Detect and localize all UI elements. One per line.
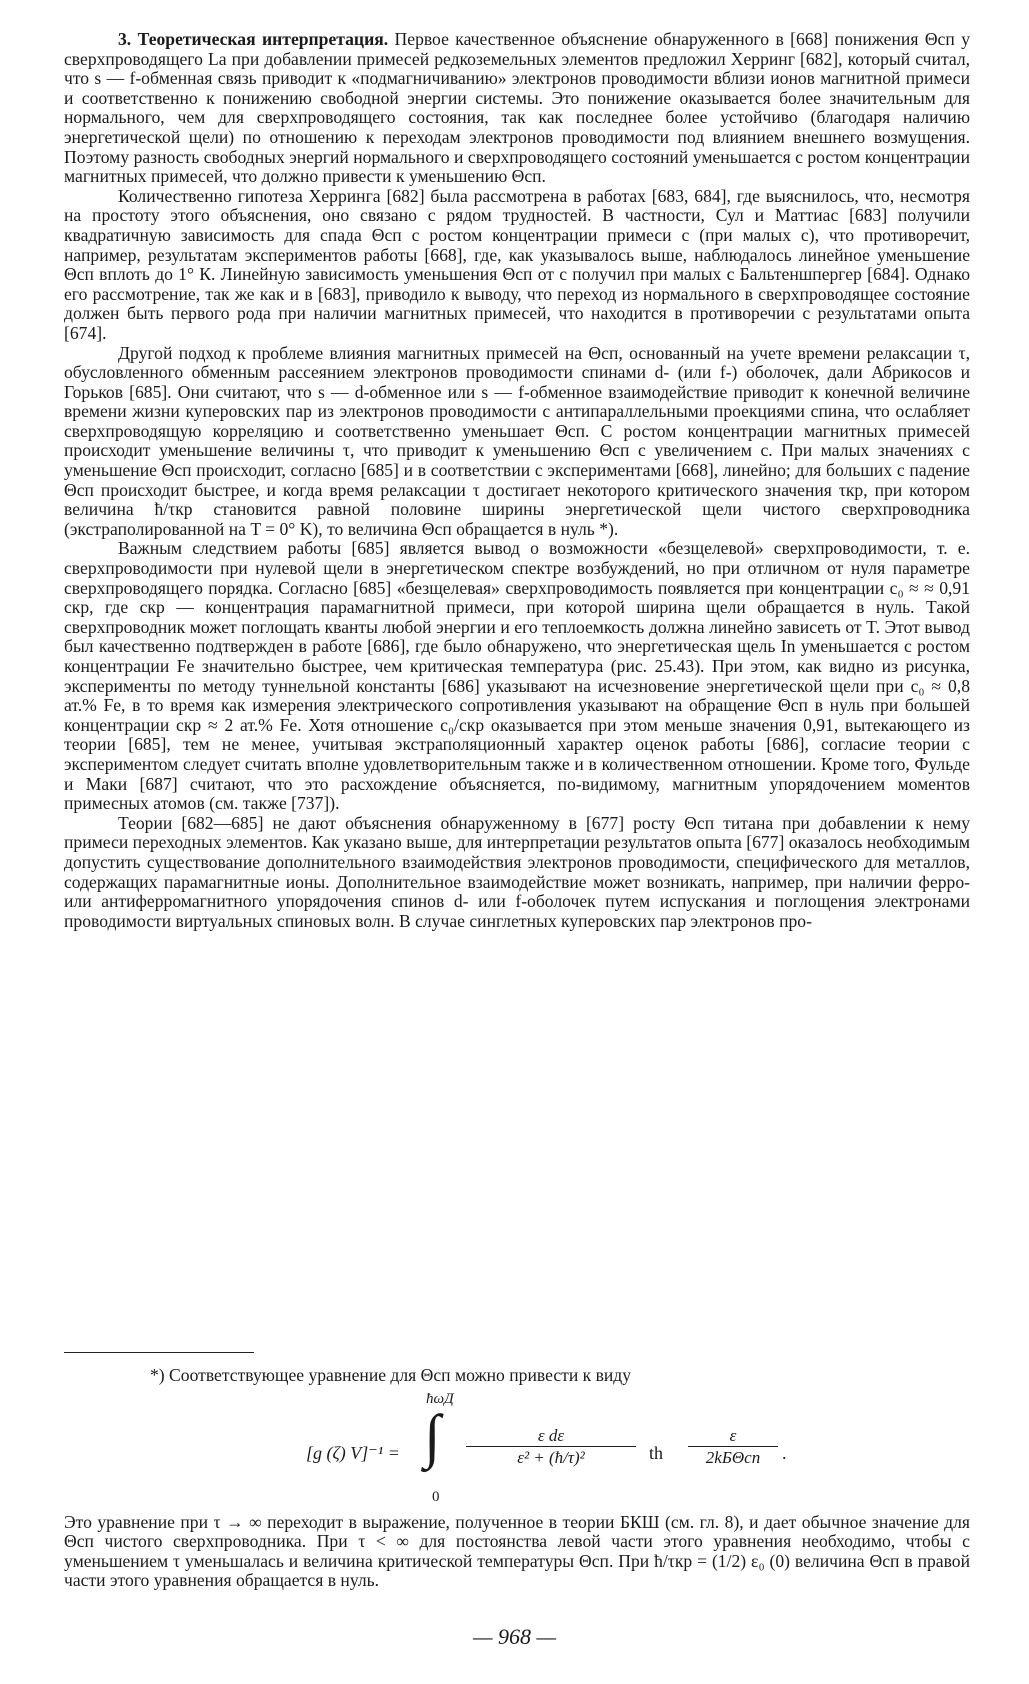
page-number: — 968 — [472,1624,557,1649]
footnote-body: Это уравнение при τ → ∞ переходит в выражение, полученное в теории БКШ (см. гл. 8), и дает обычное значение для Θсп чистого сверхпроводника. При τ < ∞ для постоянства левой части этого уравнения необходимо, чтобы с уменьшением τ уменьшалась и величина критической температуры Θсп. При ħ/τкр = (1/2) ε₀ (0) величина Θсп в правой части этого уравнения обращается в нуль. [64,1511,970,1591]
footnote [64,1366,970,1591]
fraction-2-numerator: ε [688,1426,778,1448]
formula-fraction-1 [466,1426,636,1468]
paragraph-1-text: Первое качественное объяснение обнаруженного в [668] понижения Θсп у сверхпроводящего La при добавлении примесей редкоземельных элементов предложил Херринг [682], который считал, что s — f-обменная связь приводит к «подмагничиванию» электронов проводимости вблизи ионов магнитной примеси и соответственно к понижению свободной энергии системы. Это понижение оказывается более значительным для нормального, чем для сверхпроводящего состояния, так как последнее более устойчиво (благодаря наличию энергетической щели) по отношению к переходам электронов проводимости под влиянием внешнего возмущения. Поэтому разность свободных энергий нормального и сверхпроводящего состояний уменьшается с ростом концентрации магнитных примесей, что должно привести к уменьшению Θсп. [64,29,970,187]
paragraph-2: Количественно гипотеза Херринга [682] была рассмотрена в работах [683, 684], где выяснилось, что, несмотря на простоту этого объяснения, оно связано с рядом трудностей. В частности, Сул и Маттиас [683] получили квадратичную зависимость для спада Θсп с ростом концентрации примеси c (при малых c), что противоречит, например, результатам экспериментов работы [668], где, как указывалось выше, наблюдалось линейное уменьшение Θсп вплоть до 1° К. Линейную зависимость уменьшения Θсп от c получил при малых c Бальтеншпергер [684]. Однако его рассмотрение, так же как и в [683], приводило к выводу, что переход из нормального в сверхпроводящее состояние должен быть первого рода при наличии магнитных примесей, что находится в противоречии с результатами опыта [674]. [64,185,970,343]
formula-end: . [782,1442,787,1463]
section-title: 3. Теоретическая интерпретация. [118,29,389,49]
paragraph-5: Теории [682—685] не дают объяснения обнаруженному в [677] росту Θсп титана при добавлении к нему примеси переходных элементов. Как указано выше, для интерпретации результатов опыта [677] оказалось необходимым допустить существование дополнительного взаимодействия электронов проводимости, специфического для металлов, содержащих парамагнитные ионы. Дополнительное взаимодействие может возникать, например, при наличии ферро- или антиферромагнитного упорядочения спинов d- или f-оболочек путем испускания и поглощения электронами проводимости виртуальных спиновых волн. В случае синглетных куперовских пар электронов про- [64,812,970,931]
footnote-divider [64,1352,254,1353]
fraction-1-numerator: ε dε [466,1426,636,1448]
formula-th: th [649,1442,664,1463]
fraction-2-denominator: 2kБΘсп [705,1448,761,1468]
footnote-formula [64,1388,970,1513]
paragraph-section-3 [64,30,970,187]
integral-upper-limit: ħωД [426,1390,454,1407]
paragraph-3: Другой подход к проблеме влияния магнитных примесей на Θсп, основанный на учете времени релаксации τ, обусловленного обменным рассеянием электронов проводимости спинами d- (или f-) оболочек, дали Абрикосов и Горьков [685]. Они считают, что s — d-обменное или s — f-обменное взаимодействие приводит к конечной величине времени жизни куперовских пар из электронов проводимости с антипараллельными проекциями спина, что ослабляет сверхпроводящую корреляцию и соответственно уменьшает Θсп. С ростом концентрации магнитных примесей происходит уменьшение величины τ, что приводит к уменьшению Θсп с увеличением c. При малых значениях c уменьшение Θсп происходит, согласно [685] и в соответствии с экспериментами [668], линейно; для больших c падение Θсп происходит быстрее, и когда время релаксации τ достигает некоторого критического значения τкр, при котором величина ħ/τкр становится равной половине ширины энергетической щели чистого сверхпроводника (экстраполированной на T = 0° K), то величина Θсп обращается в нуль *). [64,342,970,539]
formula-fraction-2 [688,1426,778,1468]
integral-lower-limit: 0 [432,1488,440,1505]
integral-sign: ∫ [424,1402,441,1469]
paragraph-4: Важным следствием работы [685] является вывод о возможности «безщелевой» сверхпроводимости, т. е. сверхпроводимости при нулевой щели в энергетическом спектре возбуждений, но при отличном от нуля параметре сверхпроводящего порядка. Согласно [685] «безщелевая» сверхпроводимость появляется при концентрации c₀ ≈ ≈ 0,91 cкр, где cкр — концентрация парамагнитной примеси, при которой ширина щели обращается в нуль. Такой сверхпроводник может поглощать кванты любой энергии и его теплоемкость должна линейно зависеть от T. Этот вывод был качественно подтвержден в работе [686], где было обнаружено, что энергетическая щель In уменьшается с ростом концентрации Fe значительно быстрее, чем критическая температура (рис. 25.43). При этом, как видно из рисунка, эксперименты по методу туннельной константы [686] указывают на исчезновение энергетической щели при c₀ ≈ 0,8 ат.% Fe, в то время как измерения электрического сопротивления указывают на обращение Θсп в нуль при большей концентрации cкр ≈ 2 ат.% Fe. Хотя отношение c₀/cкр оказывается при этом меньше значения 0,91, вытекающего из теории [685], тем не менее, учитывая экстраполяционный характер оценок работы [686], согласие теории с экспериментом следует считать вполне удовлетворительным также и в количественном отношении. Кроме того, Фульде и Маки [687] считают, что это расхождение объясняется, по-видимому, магнитным упорядочением моментов примесных атомов (см. также [737]). [64,538,970,814]
footnote-intro: *) Соответствующее уравнение для Θсп можно привести к виду [150,1365,632,1385]
main-text [64,30,970,931]
formula-lhs: [g (ζ) V]⁻¹ = [306,1442,400,1463]
fraction-1-denominator: ε² + (ħ/τ)² [517,1448,585,1468]
